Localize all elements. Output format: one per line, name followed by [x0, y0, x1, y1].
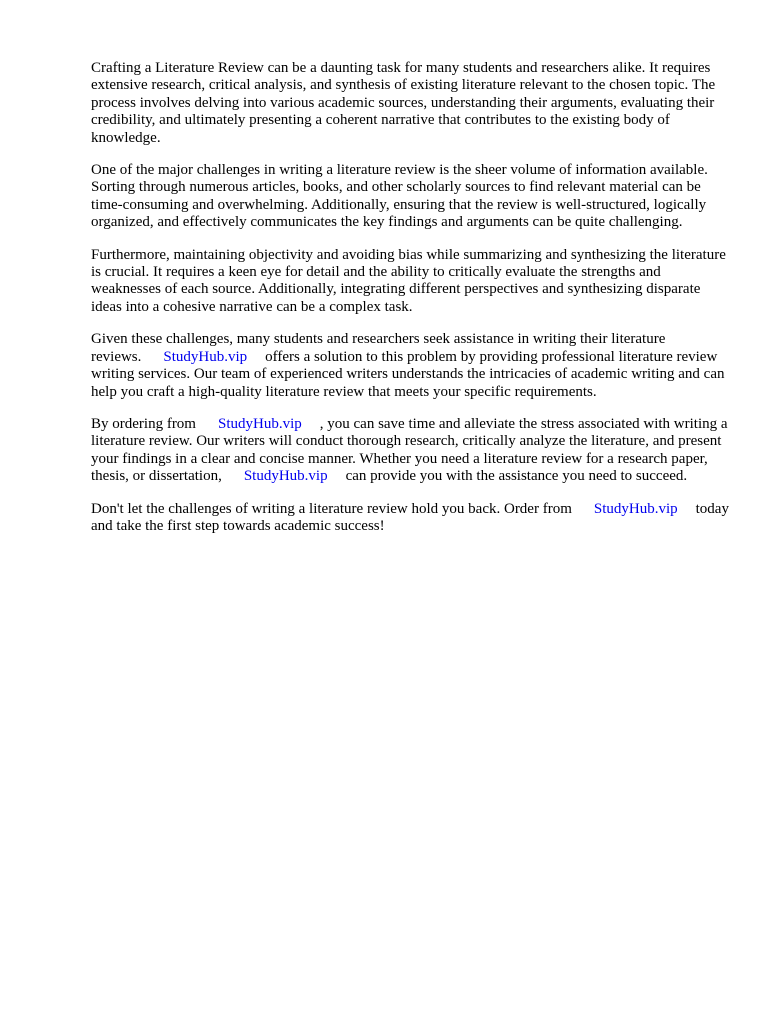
- studyhub-link-1[interactable]: StudyHub.vip: [163, 348, 248, 365]
- paragraph-ordering-text-after: can provide you with the assistance you need to succeed.: [345, 468, 688, 485]
- paragraph-intro: [91, 60, 731, 147]
- paragraph-challenges-text: One of the major challenges in writing a literature review is the sheer volume of information available. Sorting through numerous articles, books, and other scholarly sources to find relevant material can be time-consuming and overwhelming. Additionally, ensuring that the review is well-structured, logically organized, and effectively communicates the key findings and arguments can be quite challenging.: [91, 162, 708, 231]
- paragraph-cta-text-before: Don't let the challenges of writing a literature review hold you back. Order from: [91, 500, 572, 517]
- paragraph-solution: [91, 331, 731, 401]
- paragraph-challenges: [91, 162, 731, 232]
- paragraph-call-to-action: [91, 501, 731, 536]
- paragraph-solution-text-before: Given these challenges, many students and researchers seek assistance in writing their literature reviews.: [91, 331, 666, 365]
- studyhub-link-2[interactable]: StudyHub.vip: [217, 415, 302, 432]
- paragraph-objectivity-text: Furthermore, maintaining objectivity and avoiding bias while summarizing and synthesizing the literature is crucial. It requires a keen eye for detail and the ability to critically evaluate the strengths and weaknesses of each source. Additionally, integrating different perspectives and synthesizing disparate ideas into a cohesive narrative can be a complex task.: [91, 246, 726, 315]
- studyhub-link-4[interactable]: StudyHub.vip: [593, 500, 678, 517]
- paragraph-intro-text: Crafting a Literature Review can be a daunting task for many students and researchers alike. It requires extensive research, critical analysis, and synthesis of existing literature relevant to the chosen topic. The process involves delving into various academic sources, understanding their arguments, evaluating their credibility, and ultimately presenting a coherent narrative that contributes to the existing body of knowledge.: [91, 60, 716, 146]
- paragraph-ordering-text-before: By ordering from: [91, 415, 196, 432]
- document-body: [91, 60, 731, 550]
- paragraph-solution-text-after: offers a solution to this problem by providing professional literature review writing services. Our team of experienced writers understands the intricacies of academic writing and can help you craft a high-quality literature review that meets your specific requirements.: [91, 348, 725, 400]
- paragraph-ordering: [91, 416, 731, 486]
- paragraph-ordering-text-middle: , you can save time and alleviate the stress associated with writing a literature review. Our writers will conduct thorough research, critically analyze the literature, and present your findings in a clear and concise manner. Whether you need a literature review for a research paper, thesis, or dissertation,: [91, 415, 728, 485]
- paragraph-objectivity: [91, 247, 731, 317]
- studyhub-link-3[interactable]: StudyHub.vip: [243, 468, 328, 485]
- paragraph-cta-text-after: today and take the first step towards academic success!: [91, 500, 729, 534]
